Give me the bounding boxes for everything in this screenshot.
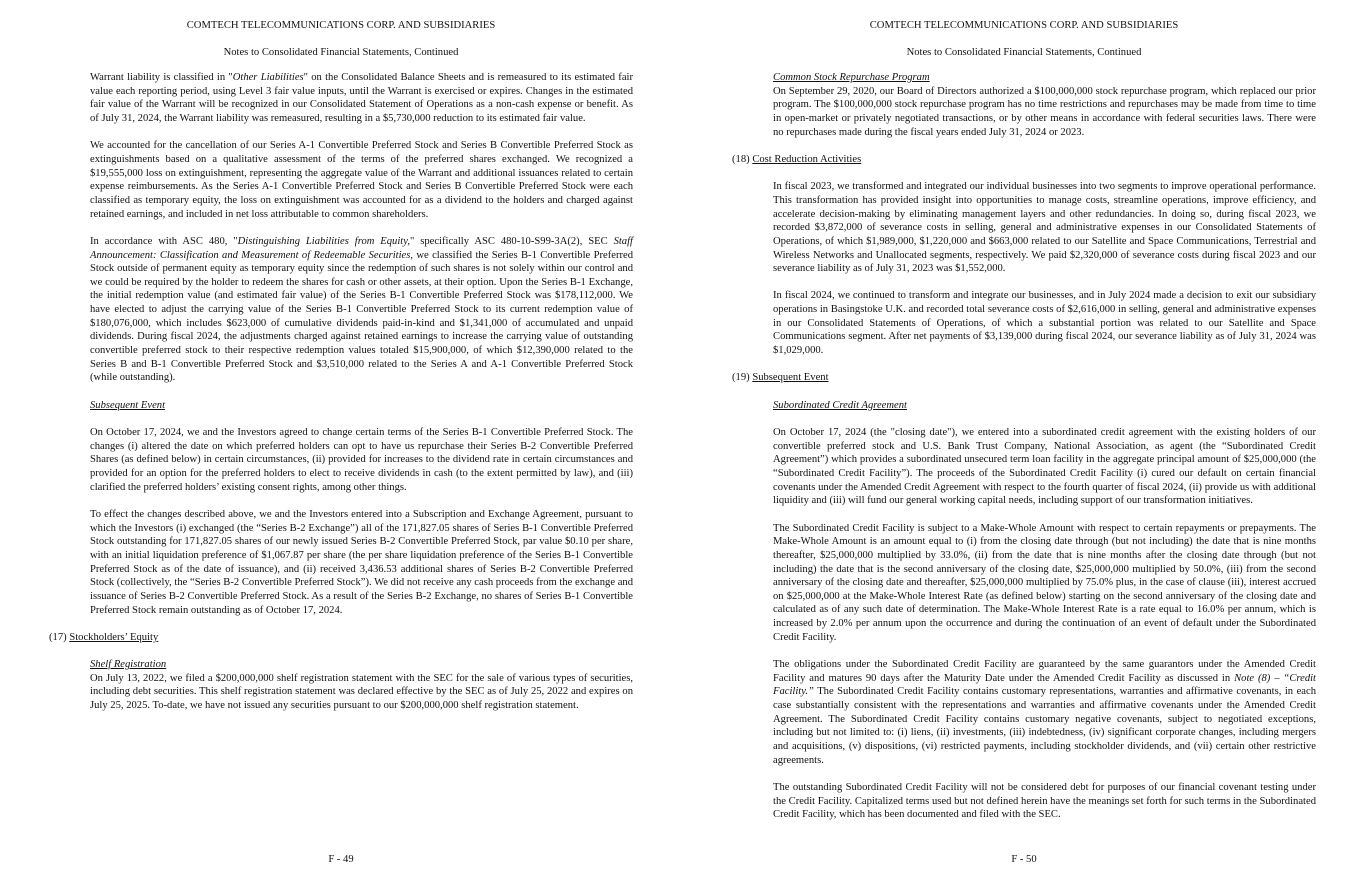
subordinated-credit-heading: Subordinated Credit Agreement	[773, 399, 907, 411]
page-number: F - 50	[1011, 854, 1037, 866]
shelf-registration-paragraph: On July 13, 2022, we filed a $200,000,000 shelf registration statement with the SEC for the sale of various types of securities, including debt securities. This shelf registration statement was declared effective by the SEC as of July 25, 2022 and expires on July 25, 2025. To-date, we have not issued any securities pursuant to our $200,000,000 shelf registration statement.	[90, 672, 633, 712]
asc480-paragraph	[90, 235, 633, 385]
obligations-paragraph	[773, 658, 1316, 767]
subsequent-event-heading: Subsequent Event	[90, 399, 166, 411]
text: , we classified the Series B-1 Convertible Preferred Stock outside of permanent equity as temporary equity since the redemption of such shares is not solely within our control and we could be required by the holder to redeem the shares for cash or other assets, at their option. Upon the Series B-1 Exchange, the initial redemption value (and estimated fair value) of the Series B-1 Convertible Preferred Stock was $178,112,000. We have elected to adjust the carrying value of the Series B-1 Convertible Preferred Stock to its current redemption value of $180,076,000, which includes $623,000 of cumulative dividends paid-in-kind and $1,341,000 of accumulated and unpaid dividends. During fiscal 2024, the adjustments charged against retained earnings to increase the carrying value of outstanding convertible preferred stock to their respective redemption values totaled $15,900,000, of which $12,390,000 related to the Series B and B-1 Convertible Preferred Stock and $3,510,000 related to the Series A and A-1 Convertible Preferred Stock (while outstanding).	[90, 249, 633, 384]
fiscal-2023-paragraph: In fiscal 2023, we transformed and integrated our individual businesses into two segments to improve operational performance. This transformation has provided insight into opportunities to manage costs, streamline operations, improve efficiency, and accelerate decision-making by eliminating management layers and other redundancies. In doing so, during fiscal 2023, we recorded $3,872,000 of severance costs in selling, general and administrative expenses in our Consolidated Statements of Operations, of which $1,989,000, $1,220,000 and $663,000 related to our Satellite and Space Communications, Terrestrial and Wireless Networks and Unallocated segments, respectively. We paid $2,320,000 of severance costs during fiscal 2023 and our severance liability as of July 31, 2023 was $1,552,000.	[773, 181, 1316, 275]
section-number: (18)	[732, 153, 753, 165]
text: The obligations under the Subordinated Credit Facility are guaranteed by the same guarantors under the Amended Credit Facility and matures 90 days after the Maturity Date under the Amended Credit Facility as discussed in	[773, 659, 1316, 684]
section-title: Cost Reduction Activities	[752, 153, 862, 165]
section-18-heading	[732, 153, 1316, 167]
section-number: (17)	[49, 631, 70, 643]
warrant-liability-paragraph	[90, 71, 633, 126]
outstanding-facility-paragraph: The outstanding Subordinated Credit Facility will not be considered debt for purposes of our financial covenant testing under the Credit Facility. Capitalized terms used but not defined herein have the meanings set forth for such terms in the Subordinated Credit Facility, which has been documented and filed with the SEC.	[773, 781, 1316, 821]
notes-subheader: Notes to Consolidated Financial Statements, Continued	[223, 47, 459, 58]
section-title: Stockholders’ Equity	[69, 631, 159, 643]
exchange-agreement-paragraph: To effect the changes described above, we and the Investors entered into a Subscription and Exchange Agreement, pursuant to which the Investors (i) exchanged (the “Series B-2 Exchange”) all of the 171,827.05 shares of Series B-1 Convertible Preferred Stock outstanding for 171,827.05 shares of our newly issued Series B-2 Convertible Preferred Stock, par value $0.10 per share, with an initial liquidation preference of $1,067.87 per share (the per share liquidation preference of the Series B-1 Convertible Preferred Stock as of the date of issuance), and (ii) received 3,436.53 additional shares of Series B-2 Convertible Preferred Stock (collectively, the “Series B-2 Convertible Preferred Stock”). We did not receive any cash proceeds from the exchange and issuance of Series B-2 Convertible Preferred Stock. As a result of the Series B-2 Exchange, no shares of Series B-1 Convertible Preferred Stock remain outstanding as of October 17, 2024.	[90, 508, 633, 616]
company-header: COMTECH TELECOMMUNICATIONS CORP. AND SUBSIDIARIES	[869, 20, 1179, 31]
italic-text: Staff Announcement: Classification and Measurement of Redeemable Securities	[90, 235, 633, 261]
notes-subheader: Notes to Consolidated Financial Statements, Continued	[906, 47, 1142, 58]
shelf-registration-heading: Shelf Registration	[90, 659, 167, 671]
extinguishment-paragraph: We accounted for the cancellation of our Series A-1 Convertible Preferred Stock and Series B Convertible Preferred Stock as extinguishments based on a qualitative assessment of the terms of the preferred shares exchanged. We recognized a $19,555,000 loss on extinguishment, representing the aggregate value of the Warrant and additional issuances related to certain expense reimbursements. As the Series A-1 Convertible Preferred Stock and Series B Convertible Preferred Stock were each classified as temporary equity, the loss on extinguishment was accounted for as a dividend to the holders and charged against retained earnings, and included in net loss attributable to common shareholders.	[90, 140, 633, 220]
italic-text: Other Liabilities	[232, 72, 304, 83]
section-19-heading	[732, 371, 1316, 385]
text: Warrant liability is classified in "	[90, 72, 233, 83]
repurchase-program-paragraph: On September 29, 2020, our Board of Directors authorized a $100,000,000 stock repurchase program, which replaced our prior program. The $100,000,000 stock repurchase program has no time restrictions and repurchases may be made from time to time in open-market or privately negotiated transactions, or by other means in accordance with federal securities laws. There were no repurchases made during the fiscal years ended July 31, 2024 or 2023.	[773, 85, 1316, 138]
fiscal-2024-paragraph: In fiscal 2024, we continued to transform and integrate our businesses, and in July 2024 made a decision to exit our subsidiary operations in Basingstoke U.K. and recorded total severance costs of $2,616,000 in selling, general and administrative expenses in our Consolidated Statements of Operations, of which a substantial portion was related to our Satellite and Space Communications segment. After net payments of $3,139,000 during fiscal 2024, our severance liability as of July 31, 2024 was $1,029,000.	[773, 290, 1316, 357]
repurchase-program-heading: Common Stock Repurchase Program	[773, 72, 930, 83]
make-whole-paragraph: The Subordinated Credit Facility is subject to a Make-Whole Amount with respect to certain repayments or prepayments. The Make-Whole Amount is an amount equal to (i) from the closing date through (but not including) the date that is nine months thereafter, $25,000,000 multiplied by 33.0%, (ii) from the date that is nine months after the closing date through (but not including) the date that is the second anniversary of the closing date, $25,000,000 multiplied by 50.0%, (iii) from the second anniversary of the closing date and thereafter, $25,000,000 multiplied by 75.0% plus, in the case of clause (iii), interest accrued on $25,000,000 at the Make-Whole Interest Rate (as defined below) starting on the second anniversary of the closing date and calculated as of any such date of determination. The Make-Whole Interest Rate is a rate equal to 16.0% per annum, which is increased by 2.0% per annum upon the occurrence and during the continuation of an event of default under the Subordinated Credit Facility.	[773, 522, 1316, 643]
section-title: Subsequent Event	[752, 372, 829, 384]
italic-text: Distinguishing Liabilities from Equity,	[237, 235, 410, 247]
series-b1-changes-paragraph: On October 17, 2024, we and the Investors agreed to change certain terms of the Series B-1 Convertible Preferred Stock. The changes (i) altered the date on which preferred holders can opt to have us repurchase their Series B-2 Convertible Preferred Shares (as defined below) in certain circumstances, (ii) provided for increases to the dividend rate in certain circumstances and provided for an option for the preferred holders to elect to receive dividends in cash (to the extent permitted by law), and (iii) clarified the preferred holders’ existing consent rights, among other things.	[90, 427, 633, 493]
text: " on the Consolidated Balance Sheets and is remeasured to its estimated fair value each reporting period, using Level 3 fair value inputs, until the Warrant is exercised or expires. Changes in the estimated fair value of the Warrant will be recognized in our Consolidated Statement of Operations as a non-cash expense or benefit. As of July 31, 2024, the Warrant liability was remeasured, resulting in a $5,730,000 reduction to its estimated fair value.	[90, 72, 633, 124]
text: " specifically ASC 480-10-S99-3A(2), SEC	[410, 235, 614, 247]
closing-date-paragraph: On October 17, 2024 (the "closing date"), we entered into a subordinated credit agreement with the existing holders of our convertible preferred stock and U.S. Bank Trust Company, National Association, as agent (the “Subordinated Credit Agreement”) which provides a subordinated unsecured term loan facility in the aggregate principal amount of $25,000,000 (the “Subordinated Credit Facility”). The proceeds of the Subordinated Credit Facility (i) cured our default on certain financial covenants under the Amended Credit Agreement with respect to the fourth quarter of fiscal 2024, (ii) provide us with additional liquidity and (iii) will fund our general working capital needs, including support of our transformation initiatives.	[773, 426, 1316, 507]
section-number: (19)	[732, 372, 753, 384]
text: The Subordinated Credit Facility contains customary representations, warranties and affirmative covenants, in each case substantially consistent with the representations and warranties and affirmative covenants under the Amended Credit Agreement. The Subordinated Credit Facility contains customary negative covenants, subject to negotiated exceptions, including but not limited to: (i) liens, (ii) investments, (iii) indebtedness, (iv) significant corporate changes, including mergers and acquisitions, (v) dispositions, (vi) restricted payments, including stockholder dividends, and (vii) certain other restrictive agreements.	[773, 686, 1316, 766]
text: In accordance with ASC 480, "	[90, 235, 238, 247]
italic-text: Note (8) – “Credit Facility.”	[773, 672, 1317, 698]
section-17-heading	[49, 631, 633, 645]
page-f49	[0, 0, 682, 889]
company-header: COMTECH TELECOMMUNICATIONS CORP. AND SUBSIDIARIES	[186, 20, 496, 31]
page-number: F - 49	[328, 854, 354, 866]
page-f50	[683, 0, 1365, 889]
